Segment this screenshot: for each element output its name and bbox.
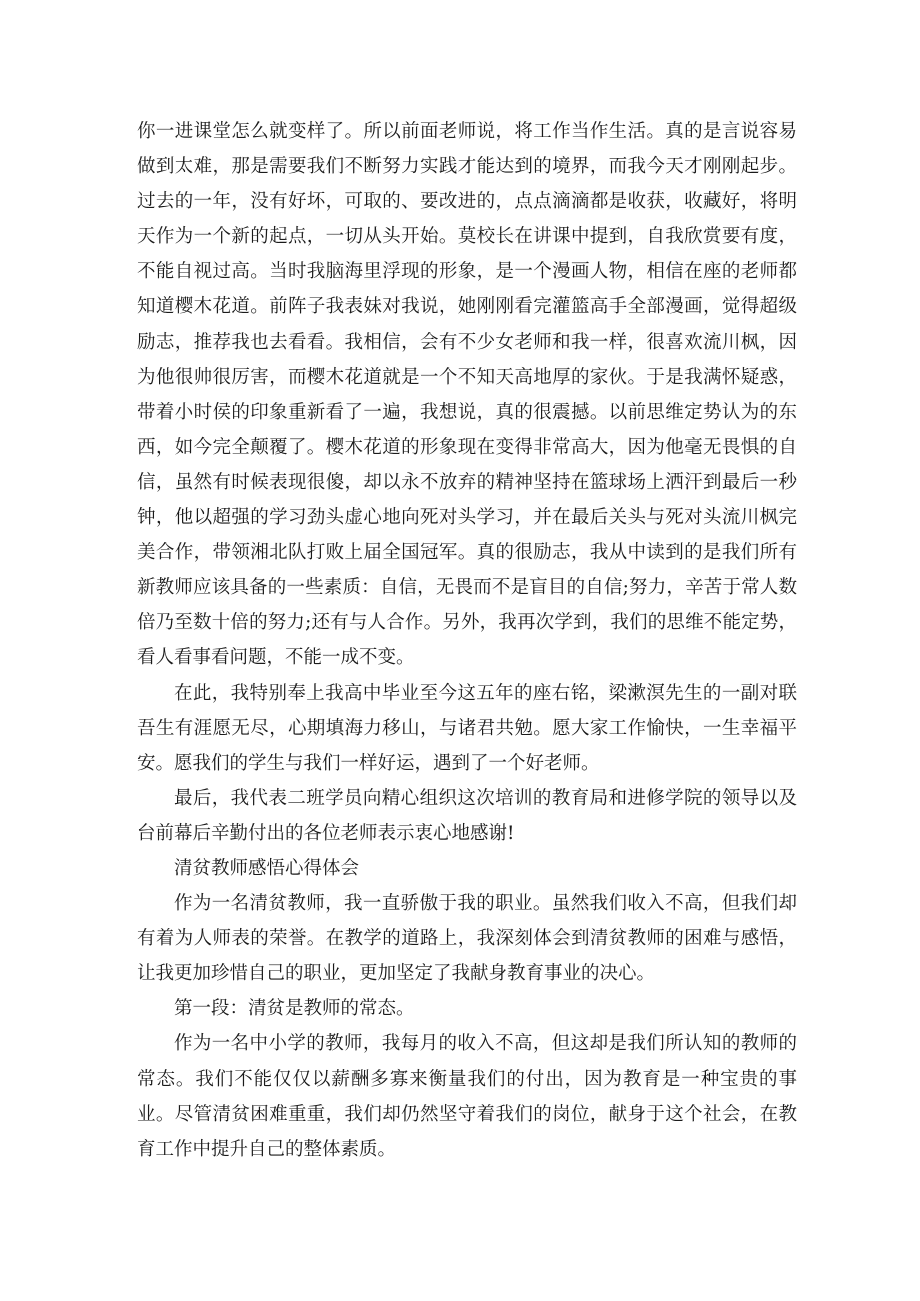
section-title: 清贫教师感悟心得体会 <box>174 857 360 879</box>
paragraph-first-section: 作为一名中小学的教师，我每月的收入不高，但这却是我们所认知的教师的常态。我们不能仅仅以薪酬多寡来衡量我们的付出，因为教育是一种宝贵的事业。尽管清贫困难重重，我们却仍然坚守着我们的岗位，献身于这个社会，在教育工作中提升自己的整体素质。 <box>137 1033 797 1160</box>
document-page <box>137 114 797 1167</box>
section-heading-first: 第一段：清贫是教师的常态。 <box>174 998 415 1020</box>
paragraph-sakuragi-reflection: 你一进课堂怎么就变样了。所以前面老师说，将工作当作生活。真的是言说容易做到太难，那是需要我们不断努力实践才能达到的境界，而我今天才刚刚起步。过去的一年，没有好坏，可取的、要改进的，点点滴滴都是收获，收藏好，将明天作为一个新的起点，一切从头开始。莫校长在讲课中提到，自我欣赏要有度，不能自视过高。当时我脑海里浮现的形象，是一个漫画人物，相信在座的老师都知道樱木花道。前阵子我表妹对我说，她刚刚看完灌篮高手全部漫画，觉得超级励志，推荐我也去看看。我相信，会有不少女老师和我一样，很喜欢流川枫，因为他很帅很厉害，而樱木花道就是一个不知天高地厚的家伙。于是我满怀疑惑，带着小时侯的印象重新看了一遍，我想说，真的很震撼。以前思维定势认为的东西，如今完全颠覆了。樱木花道的形象现在变得非常高大，因为他毫无畏惧的自信，虽然有时候表现很傻，却以永不放弃的精神坚持在篮球场上洒汗到最后一秒钟，他以超强的学习劲头虚心地向死对头学习，并在最后关头与死对头流川枫完美合作，带领湘北队打败上届全国冠军。真的很励志，我从中读到的是我们所有新教师应该具备的一些素质：自信，无畏而不是盲目的自信;努力，辛苦于常人数倍乃至数十倍的努力;还有与人合作。另外，我再次学到，我们的思维不能定势，看人看事看问题，不能一成不变。 <box>137 121 797 669</box>
paragraph-thanks: 最后，我代表二班学员向精心组织这次培训的教育局和进修学院的领导以及台前幕后辛勤付出的各位老师表示衷心地感谢! <box>137 787 797 844</box>
paragraph-intro: 作为一名清贫教师，我一直骄傲于我的职业。虽然我们收入不高，但我们却有着为人师表的荣誉。在教学的道路上，我深刻体会到清贫教师的困难与感悟，让我更加珍惜自己的职业，更加坚定了我献身教育事业的决心。 <box>137 893 797 985</box>
paragraph-motto: 在此，我特别奉上我高中毕业至今这五年的座右铭，梁漱溟先生的一副对联吾生有涯愿无尽，心期填海力移山，与诸君共勉。愿大家工作愉快，一生幸福平安。愿我们的学生与我们一样好运，遇到了一个好老师。 <box>137 682 797 774</box>
